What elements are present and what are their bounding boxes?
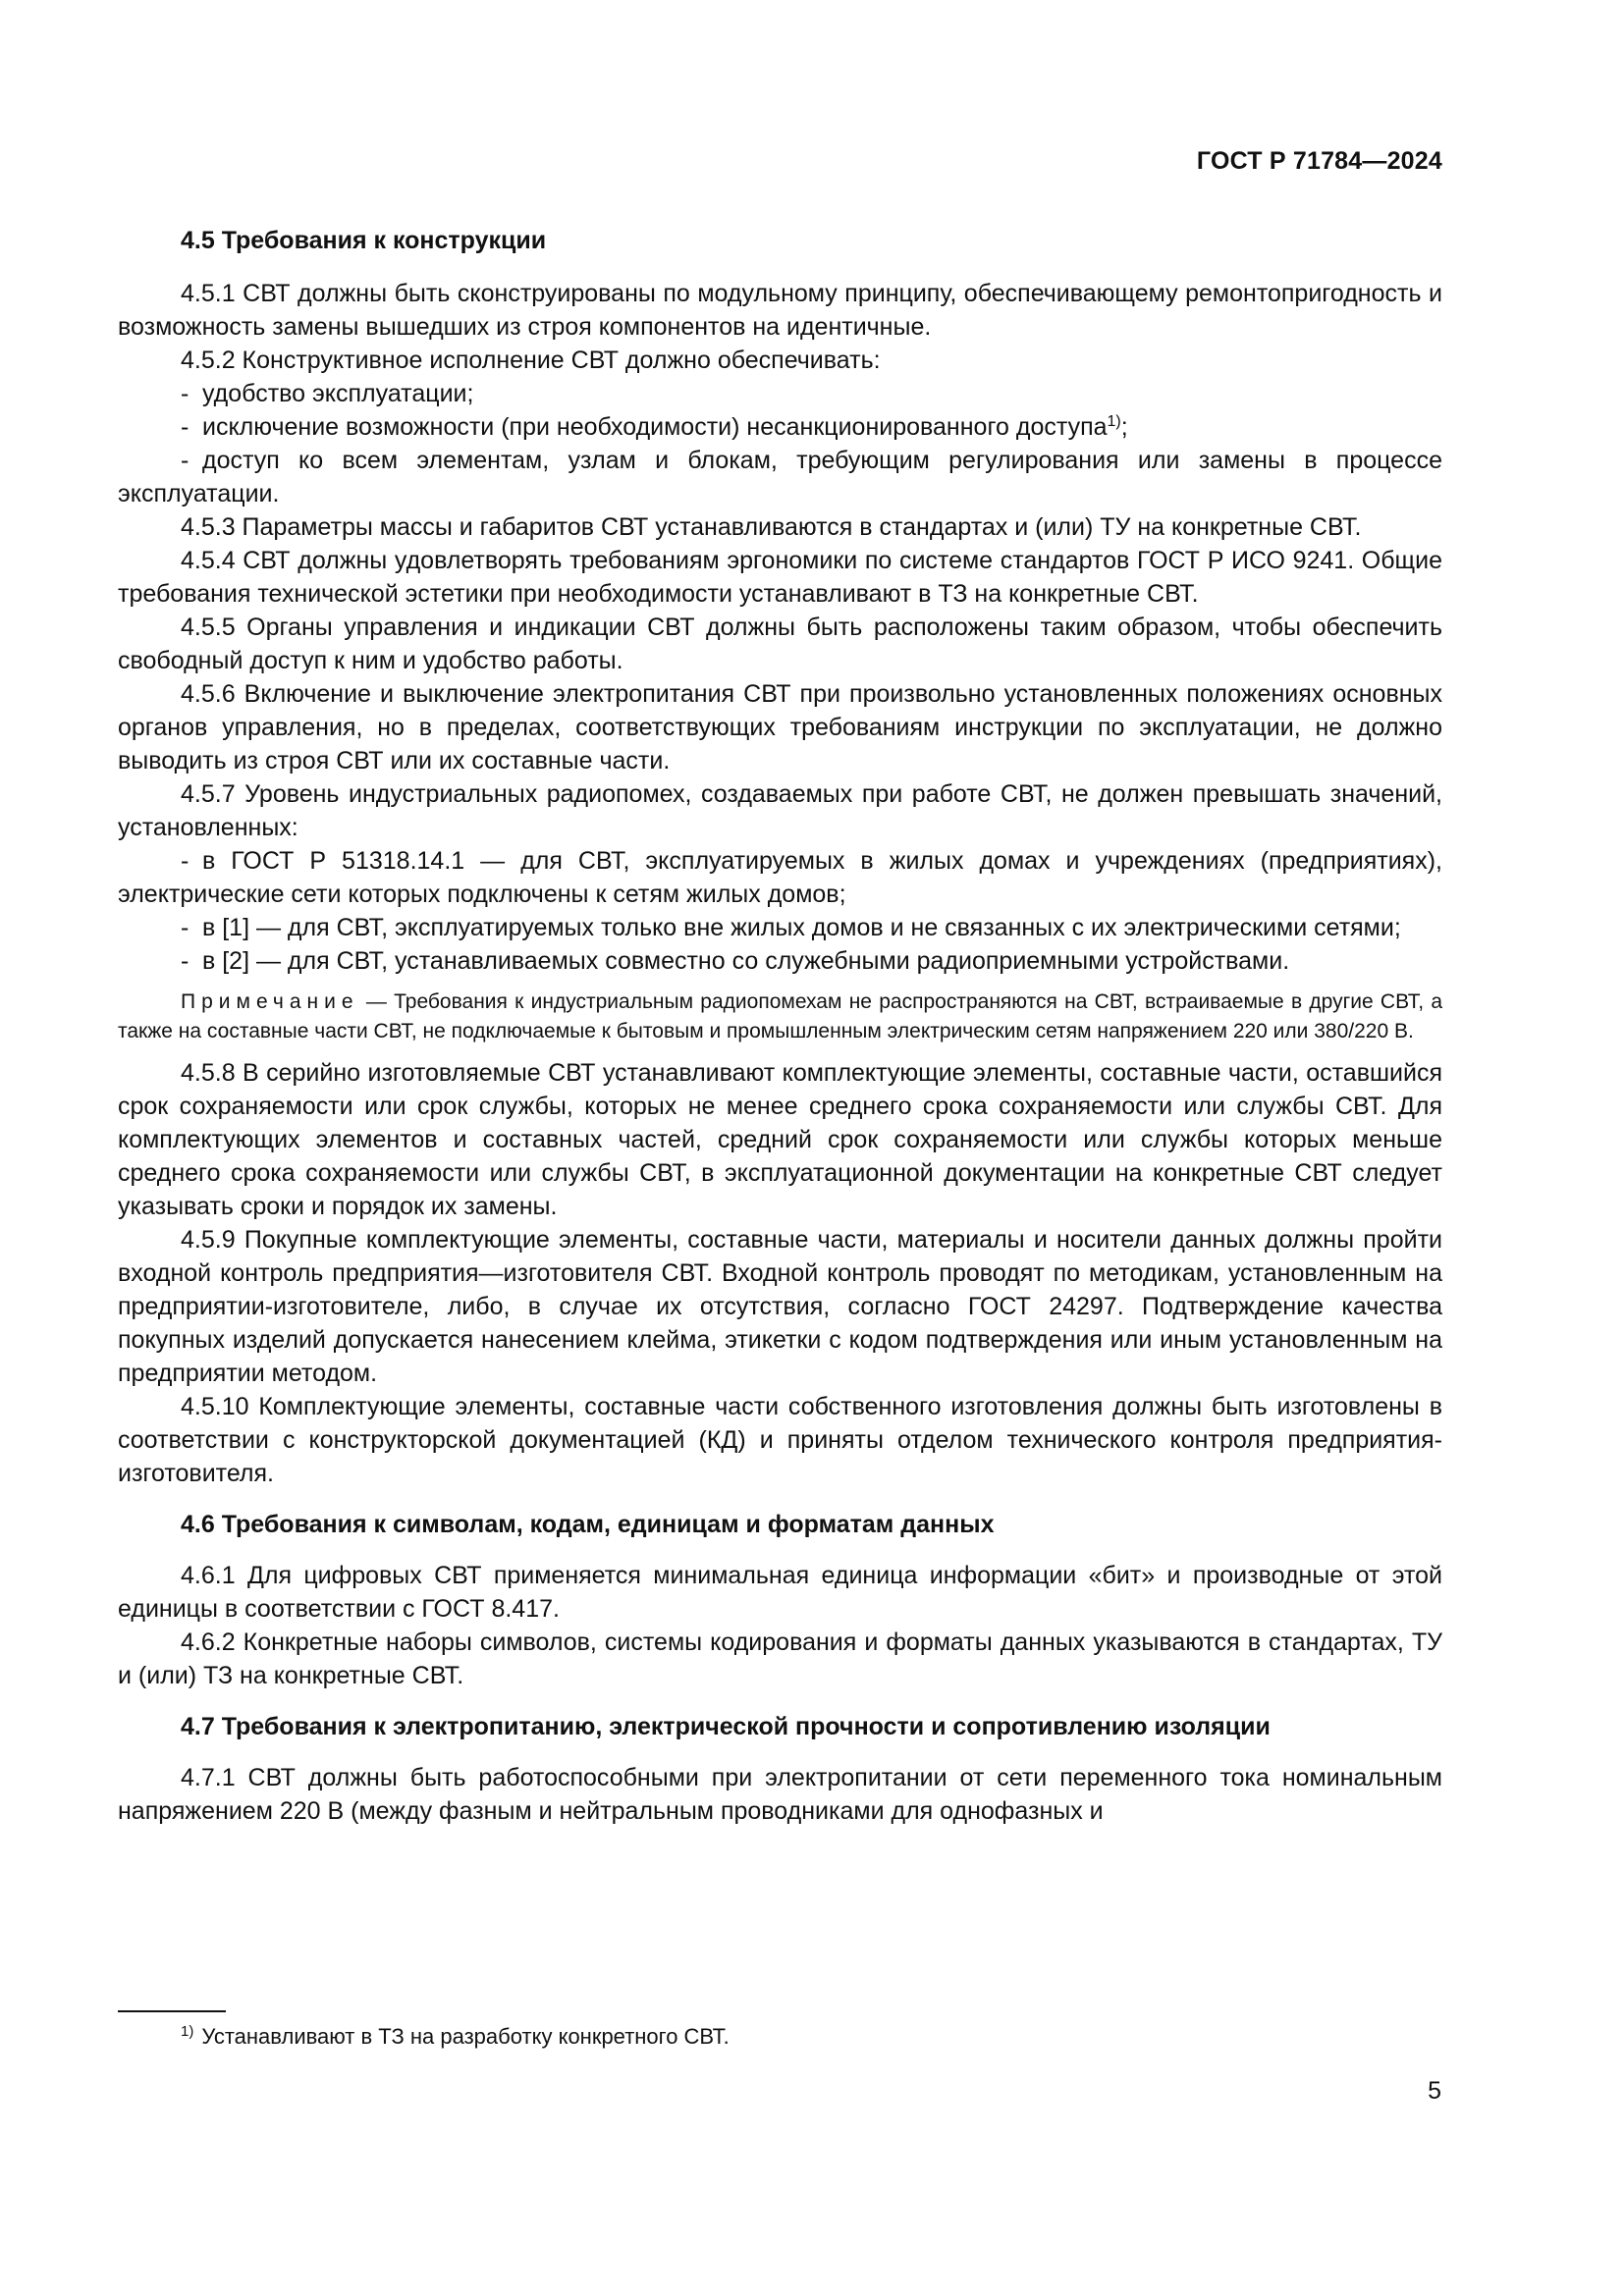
list-dash: - (181, 847, 189, 875)
list-item (118, 377, 1442, 410)
list-item-punctuation: ; (1120, 413, 1128, 441)
section-4-5-heading: 4.5 Требования к конструкции (181, 227, 547, 254)
footnote-mark: 1) (181, 2023, 194, 2040)
document-code-header: ГОСТ Р 71784—2024 (1196, 147, 1442, 175)
note-text: — Требования к индустриальным радиопомехам не распространяются на СВТ, встраиваемые в другие СВТ, а также на составные части СВТ, не подключаемые к бытовым и промышленным электрическим сетям напряжением 220 или 380/220 В. (118, 990, 1442, 1042)
paragraph-4-5-3: 4.5.3 Параметры массы и габаритов СВТ устанавливаются в стандартах и (или) ТУ на конкретные СВТ. (181, 513, 1362, 541)
note (118, 988, 1442, 1046)
paragraph-4-5-7: 4.5.7 Уровень индустриальных радиопомех, создаваемых при работе СВТ, не должен превышать значений, установленных: (118, 780, 1442, 841)
paragraph-4-7-1: 4.7.1 СВТ должны быть работоспособными при электропитании от сети переменного тока номинальным напряжением 220 В (между фазным и нейтральным проводниками для однофазных и (118, 1764, 1442, 1825)
list-item-text: доступ ко всем элементам, узлам и блокам, требующим регулирования или замены в процессе эксплуатации. (118, 447, 1442, 507)
list-dash: - (181, 947, 189, 975)
paragraph-4-6-1: 4.6.1 Для цифровых СВТ применяется минимальная единица информации «бит» и производные от этой единицы в соответствии с ГОСТ 8.417. (118, 1562, 1442, 1623)
paragraph-4-5-2: 4.5.2 Конструктивное исполнение СВТ должно обеспечивать: (181, 347, 881, 374)
list-item (118, 944, 1442, 978)
paragraph-4-5-4: 4.5.4 СВТ должны удовлетворять требованиям эргономики по системе стандартов ГОСТ Р ИСО 9241. Общие требования технической эстетики при необходимости устанавливают в ТЗ на конкретные СВТ. (118, 547, 1442, 608)
footnote-reference: 1) (1107, 413, 1121, 430)
paragraph-4-5-9: 4.5.9 Покупные комплектующие элементы, составные части, материалы и носители данных должны пройти входной контроль предприятия—изготовителя СВТ. Входной контроль проводят по методикам, установленным на предприятии-изготовителе, либо, в случае их отсутствия, согласно ГОСТ 24297. Подтверждение качества покупных изделий допускается нанесением клейма, этикетки с кодом подтверждения или иным установленным на предприятии методом. (118, 1226, 1442, 1387)
paragraph-4-5-1: 4.5.1 СВТ должны быть сконструированы по модульному принципу, обеспечивающему ремонтопригодность и возможность замены вышедших из строя компонентов на идентичные. (118, 280, 1442, 341)
list-item-text: исключение возможности (при необходимости) несанкционированного доступа (202, 413, 1108, 441)
list-dash: - (181, 447, 189, 474)
list-item-text: в ГОСТ Р 51318.14.1 — для СВТ, эксплуатируемых в жилых домах и учреждениях (предприятиях), электрические сети которых подключены к сетям жилых домов; (118, 847, 1442, 908)
list-dash: - (181, 413, 189, 441)
paragraph-4-5-5: 4.5.5 Органы управления и индикации СВТ должны быть расположены таким образом, чтобы обеспечить свободный доступ к ним и удобство работы. (118, 614, 1442, 674)
list-dash: - (181, 380, 189, 407)
paragraph-4-5-10: 4.5.10 Комплектующие элементы, составные части собственного изготовления должны быть изготовлены в соответствии с конструкторской документацией (КД) и приняты отделом технического контроля предприятия-изготовителя. (118, 1393, 1442, 1487)
list-item-text: в [1] — для СВТ, эксплуатируемых только вне жилых домов и не связанных с их электрическими сетями; (202, 914, 1401, 941)
note-label: Примечание (181, 990, 359, 1013)
list-item (118, 911, 1442, 944)
section-4-7-heading: 4.7 Требования к электропитанию, электрической прочности и сопротивлению изоляции (181, 1713, 1271, 1740)
page-number: 5 (1428, 2077, 1441, 2105)
list-item-text: в [2] — для СВТ, устанавливаемых совместно со служебными радиоприемными устройствами. (202, 947, 1290, 975)
paragraph-4-6-2: 4.6.2 Конкретные наборы символов, системы кодирования и форматы данных указываются в стандартах, ТУ и (или) ТЗ на конкретные СВТ. (118, 1629, 1442, 1689)
paragraph-4-5-8: 4.5.8 В серийно изготовляемые СВТ устанавливают комплектующие элементы, составные части, оставшийся срок сохраняемости или срок службы, которых не менее среднего срока сохраняемости или службы СВТ. Для комплектующих элементов и составных частей, средний срок сохраняемости или службы которых меньше среднего срока сохраняемости или службы СВТ, в эксплуатационной документации на конкретные СВТ следует указывать сроки и порядок их замены. (118, 1059, 1442, 1220)
footnote (181, 2022, 730, 2052)
footnote-text: Устанавливают в ТЗ на разработку конкретного СВТ. (201, 2024, 730, 2049)
document-body (118, 224, 1442, 1828)
paragraph-4-5-6: 4.5.6 Включение и выключение электропитания СВТ при произвольно установленных положениях основных органов управления, но в пределах, соответствующих требованиям инструкции по эксплуатации, не должно выводить из строя СВТ или их составные части. (118, 680, 1442, 774)
list-item (118, 444, 1442, 510)
list-item-text: удобство эксплуатации; (202, 380, 474, 407)
list-item (118, 410, 1442, 444)
list-item (118, 844, 1442, 911)
list-dash: - (181, 914, 189, 941)
footnote-separator (118, 2010, 226, 2012)
section-4-6-heading: 4.6 Требования к символам, кодам, единицам и форматам данных (181, 1511, 995, 1538)
